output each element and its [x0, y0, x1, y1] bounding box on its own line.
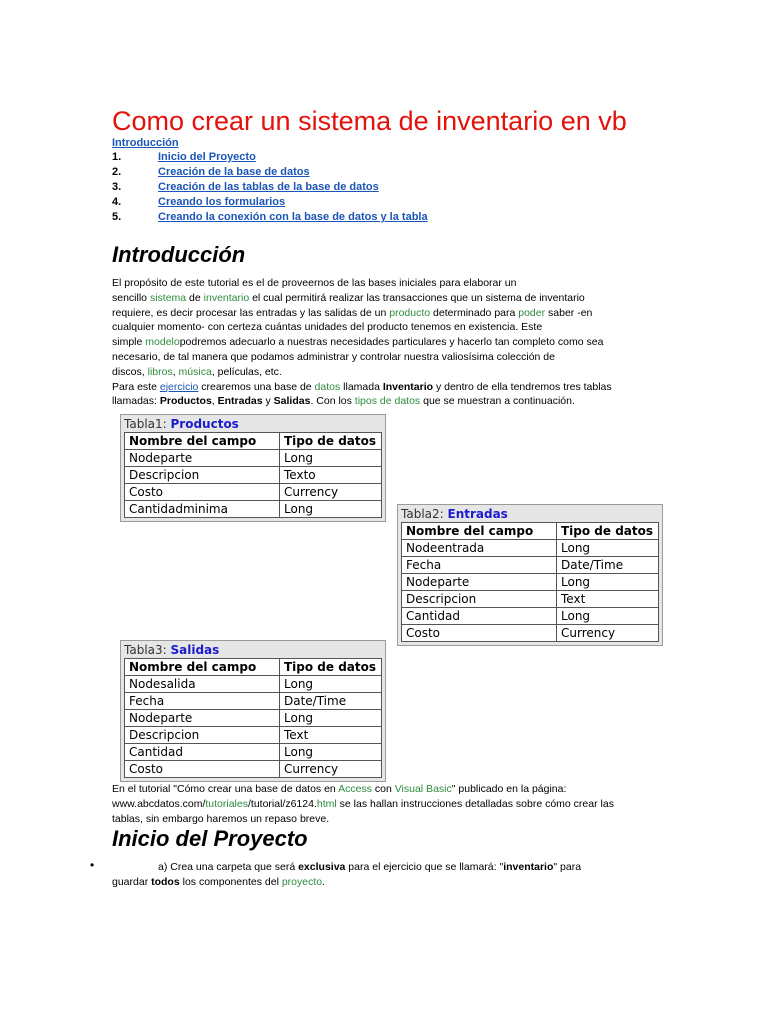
section-heading-inicio: Inicio del Proyecto [112, 826, 308, 851]
text-line [112, 782, 660, 797]
cell: Currency [284, 762, 339, 776]
cell: Text [284, 728, 309, 742]
cell: Descripcion [125, 727, 280, 743]
text: los componentes del [179, 875, 282, 888]
table-row [125, 726, 381, 743]
text-bold: inventario [503, 861, 554, 873]
text: llamada [340, 380, 383, 393]
text-line [112, 394, 660, 409]
text-line [112, 306, 660, 321]
table-entradas [397, 504, 663, 646]
cell: Nodeparte [125, 450, 280, 466]
text-line [112, 291, 660, 306]
table-caption [124, 417, 382, 432]
text-bold: Entradas [217, 395, 263, 408]
toc-item[interactable] [112, 181, 532, 196]
cell: Text [561, 592, 586, 606]
table-grid [124, 658, 382, 778]
cell: Costo [125, 761, 280, 777]
toc-item-number: 3. [112, 181, 122, 193]
text: el cual permitirá realizar las transacciones que un sistema de inventario [249, 291, 585, 304]
text: . Con los [310, 395, 355, 408]
reference-paragraph [112, 782, 660, 826]
text: con [371, 783, 395, 795]
text: y dentro de ella tendremos tres tablas [433, 380, 612, 393]
table-row [125, 692, 381, 709]
cell: Texto [284, 468, 316, 482]
toc-link-introduccion[interactable]: Introducción [112, 137, 179, 149]
table-row [402, 624, 658, 641]
text: Para este [112, 380, 160, 393]
text: , [172, 365, 179, 378]
caption-prefix: Tabla1: [124, 417, 171, 431]
cell: Costo [125, 484, 280, 500]
text: www.abcdatos.com/ [112, 797, 206, 810]
text-line [112, 335, 660, 350]
caption-prefix: Tabla2: [401, 507, 448, 521]
header-cell: Nombre del campo [402, 523, 557, 539]
text-line [112, 350, 660, 365]
text: crearemos una base de [198, 380, 315, 393]
toc-item-number: 2. [112, 166, 122, 178]
toc-link-inicio[interactable]: Inicio del Proyecto [158, 151, 256, 163]
text-line [112, 320, 660, 335]
link-ejercicio[interactable]: ejercicio [159, 380, 199, 393]
intro-paragraph [112, 276, 660, 409]
toc-item-number: 5. [112, 211, 122, 223]
caption-name: Salidas [170, 643, 220, 657]
toc-link-conexion[interactable]: Creando la conexión con la base de datos y la tabla [158, 211, 428, 223]
toc-item[interactable] [112, 151, 532, 166]
table-row [125, 500, 381, 517]
table-row [402, 590, 658, 607]
table-grid [401, 522, 659, 642]
text: para el ejercicio que se llamará: " [345, 861, 504, 873]
text: de [186, 291, 204, 304]
text: a) Crea una carpeta que será [158, 861, 299, 873]
table-caption [124, 643, 382, 658]
table-row [125, 466, 381, 483]
cell: Long [284, 745, 314, 759]
text: requiere, es decir procesar las entradas y las salidas de un [112, 306, 390, 319]
text: discos, [112, 365, 148, 378]
link-inventario[interactable]: inventario [203, 291, 250, 304]
link-access[interactable]: Access [338, 783, 372, 795]
cell: Descripcion [125, 467, 280, 483]
link-sistema[interactable]: sistema [149, 291, 187, 304]
text: cualquier momento- con certeza cuántas unidades del producto tenemos en existencia. Este [112, 321, 543, 334]
cell: Long [284, 711, 314, 725]
header-cell: Tipo de datos [561, 524, 654, 538]
cell: Date/Time [284, 694, 347, 708]
link-libros[interactable]: libros [147, 365, 173, 378]
text-line [112, 380, 660, 395]
text: saber -en [545, 306, 593, 319]
text-line [112, 365, 660, 380]
toc-item-number: 4. [112, 196, 122, 208]
cell: Nodeparte [402, 574, 557, 590]
inicio-paragraph [112, 860, 660, 890]
link-poder[interactable]: poder [518, 306, 546, 319]
text-line [112, 860, 660, 875]
cell: Currency [284, 485, 339, 499]
cell: Cantidad [402, 608, 557, 624]
link-tipos-de-datos[interactable]: tipos de datos [354, 395, 421, 408]
text: " publicado en la página: [451, 783, 567, 795]
header-cell: Nombre del campo [125, 659, 280, 675]
table-header-row [125, 659, 381, 675]
cell: Costo [402, 625, 557, 641]
cell: Currency [561, 626, 616, 640]
table-header-row [125, 433, 381, 449]
cell: Long [561, 541, 591, 555]
table-row [125, 760, 381, 777]
text-bold: exclusiva [298, 861, 346, 873]
text-bold: Inventario [382, 380, 434, 393]
table-row [125, 743, 381, 760]
section-heading-introduccion: Introducción [112, 242, 246, 267]
text: podremos adecuarlo a nuestras necesidades particulares y hacerlo tan completo como sea [179, 336, 604, 349]
text-line [112, 276, 660, 291]
link-musica[interactable]: música [178, 365, 212, 378]
cell: Long [284, 677, 314, 691]
text-line [112, 875, 660, 890]
text: llamadas: [112, 395, 160, 408]
table-row [402, 607, 658, 624]
text-bold: Productos [159, 395, 212, 408]
cell: Nodesalida [125, 676, 280, 692]
table-row [125, 449, 381, 466]
link-producto[interactable]: producto [389, 306, 431, 319]
header-cell: Tipo de datos [284, 434, 377, 448]
caption-name: Productos [170, 417, 239, 431]
text: que se muestran a continuación. [420, 395, 575, 408]
table-row [402, 556, 658, 573]
link-visual-basic[interactable]: Visual Basic [394, 783, 452, 795]
toc-link-base-datos[interactable]: Creación de la base de datos [158, 166, 310, 178]
toc-item-number: 1. [112, 151, 122, 163]
table-row [125, 675, 381, 692]
cell: Date/Time [561, 558, 624, 572]
text: , [211, 395, 218, 408]
text: tablas, sin embargo haremos un repaso breve. [112, 812, 330, 825]
link-tutoriales[interactable]: tutoriales [205, 797, 248, 810]
text: /tutorial/z6124. [247, 797, 317, 810]
link-proyecto[interactable]: proyecto [281, 875, 323, 888]
text: . [322, 875, 326, 888]
table-row [402, 573, 658, 590]
link-datos[interactable]: datos [314, 380, 341, 393]
table-row [125, 709, 381, 726]
link-modelo[interactable]: modelo [145, 336, 180, 349]
table-header-row [402, 523, 658, 539]
table-row [125, 483, 381, 500]
table-caption [401, 507, 659, 522]
cell: Cantidadminima [125, 501, 280, 517]
cell: Long [284, 502, 314, 516]
text: guardar [112, 875, 152, 888]
text-bold: todos [151, 875, 180, 888]
cell: Cantidad [125, 744, 280, 760]
text: necesario, de tal manera que podamos administrar y controlar nuestra valiosísima colección de [112, 350, 555, 363]
table-grid [124, 432, 382, 518]
text: sencillo [112, 291, 150, 304]
cell: Long [561, 575, 591, 589]
cell: Nodeentrada [402, 540, 557, 556]
header-cell: Nombre del campo [125, 433, 280, 449]
cell: Fecha [125, 693, 280, 709]
link-html[interactable]: html [316, 797, 337, 810]
caption-name: Entradas [447, 507, 508, 521]
cell: Long [561, 609, 591, 623]
text-bold: Salidas [273, 395, 311, 408]
text-line [112, 797, 660, 812]
toc-link-formularios[interactable]: Creando los formularios [158, 196, 286, 208]
cell: Fecha [402, 557, 557, 573]
toc-item[interactable] [112, 211, 532, 226]
cell: Descripcion [402, 591, 557, 607]
toc-link-tablas[interactable]: Creación de las tablas de la base de datos [158, 181, 379, 193]
text-line [112, 812, 660, 827]
header-cell: Tipo de datos [284, 660, 377, 674]
page-title: Como crear un sistema de inventario en vb [112, 106, 627, 136]
text: En el tutorial "Cómo crear una base de datos en [112, 783, 339, 795]
text: " para [553, 861, 582, 873]
text: determinado para [430, 306, 519, 319]
text: y [262, 395, 274, 408]
text: , películas, etc. [211, 365, 282, 378]
caption-prefix: Tabla3: [124, 643, 171, 657]
toc-item[interactable] [112, 166, 532, 181]
bullet-icon: • [90, 858, 95, 872]
text: simple [112, 336, 146, 349]
table-salidas [120, 640, 386, 782]
cell: Nodeparte [125, 710, 280, 726]
table-productos [120, 414, 386, 522]
table-row [402, 539, 658, 556]
table-of-contents [112, 151, 532, 226]
toc-item[interactable] [112, 196, 532, 211]
text: El propósito de este tutorial es el de proveernos de las bases iniciales para elaborar un [112, 277, 517, 289]
text: se las hallan instrucciones detalladas sobre cómo crear las [336, 797, 614, 810]
cell: Long [284, 451, 314, 465]
